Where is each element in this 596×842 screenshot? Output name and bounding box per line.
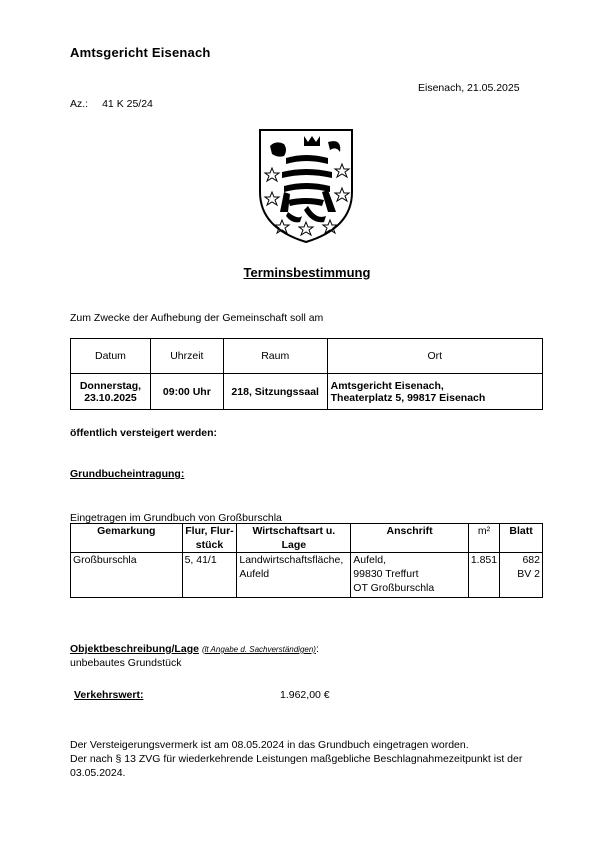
file-reference [70, 98, 153, 110]
header-ort: Ort [327, 339, 542, 374]
object-label: Objektbeschreibung/Lage [70, 643, 199, 655]
intro-text: Zum Zwecke der Aufhebung der Gemeinschaft soll am [70, 312, 324, 324]
court-name: Amtsgericht Eisenach [70, 45, 211, 60]
registered-in-text: Eingetragen im Grundbuch von Großburschla [70, 512, 282, 524]
header-blatt: Blatt [500, 524, 543, 553]
table-row [71, 553, 543, 598]
page-title: Terminsbestimmung [243, 265, 371, 280]
table-header-row [71, 524, 543, 553]
cell-gemarkung: Großburschla [71, 553, 183, 598]
footer-text [70, 738, 540, 780]
header-raum: Raum [223, 339, 327, 374]
place-line-1: Amtsgericht Eisenach, [330, 379, 444, 392]
cell-m2: 1.851 [468, 553, 499, 598]
az-number: 41 K 25/24 [102, 98, 153, 110]
cell-flur: 5, 41/1 [182, 553, 237, 598]
flur-header-line-1: Flur, Flur- [185, 525, 234, 537]
market-value-label: Verkehrswert: [74, 689, 144, 701]
cell-time: 09:00 Uhr [150, 374, 223, 410]
anschrift-line-2: 99830 Treffurt [353, 568, 419, 580]
cell-room: 218, Sitzungssaal [223, 374, 327, 410]
footer-line-1: Der Versteigerungsvermerk ist am 08.05.2024 in das Grundbuch eingetragen worden. [70, 739, 469, 751]
blatt-line-1: 682 [522, 554, 540, 566]
header-m2: m² [468, 524, 499, 553]
place-date: Eisenach, 21.05.2025 [418, 82, 520, 94]
header-wirtschaftsart [237, 524, 351, 553]
cell-anschrift [351, 553, 469, 598]
property-table [70, 523, 543, 598]
object-colon: : [315, 643, 319, 655]
date-line-1: Donnerstag, [79, 379, 142, 392]
appointment-table [70, 338, 543, 410]
cell-blatt [500, 553, 543, 598]
place-line-2: Theaterplatz 5, 99817 Eisenach [330, 391, 486, 404]
wirtschaft-header-line-2: Lage [281, 539, 307, 551]
header-datum: Datum [71, 339, 151, 374]
object-description: unbebautes Grundstück [70, 657, 182, 669]
header-anschrift: Anschrift [351, 524, 469, 553]
wirtschaft-line-1: Landwirtschaftsfläche, [239, 554, 344, 566]
anschrift-line-1: Aufeld, [353, 554, 386, 566]
footer-line-2: Der nach § 13 ZVG für wiederkehrende Leistungen maßgebliche Beschlagnahmezeitpunkt ist der 03.05.2024. [70, 753, 523, 779]
cell-wirtschaftsart [237, 553, 351, 598]
date-line-2: 23.10.2025 [84, 391, 137, 404]
object-description-heading [70, 643, 319, 655]
anschrift-line-3: OT Großburschla [353, 582, 435, 594]
market-value-amount: 1.962,00 € [280, 689, 330, 701]
public-auction-text: öffentlich versteigert werden: [70, 427, 218, 439]
table-row [71, 374, 543, 410]
cell-place [327, 374, 542, 410]
header-gemarkung: Gemarkung [71, 524, 183, 553]
grundbuch-heading: Grundbucheintragung: [70, 468, 185, 480]
table-header-row [71, 339, 543, 374]
flur-header-line-2: stück [195, 539, 224, 551]
header-flur [182, 524, 237, 553]
thuringia-coat-of-arms-icon [258, 128, 354, 244]
az-label: Az.: [70, 98, 89, 110]
object-note: (lt Angabe d. Sachverständigen) [201, 645, 316, 654]
wirtschaft-header-line-1: Wirtschaftsart u. [252, 525, 336, 537]
blatt-line-2: BV 2 [517, 568, 540, 580]
wirtschaft-line-2: Aufeld [239, 568, 270, 580]
cell-date [71, 374, 151, 410]
header-uhrzeit: Uhrzeit [150, 339, 223, 374]
